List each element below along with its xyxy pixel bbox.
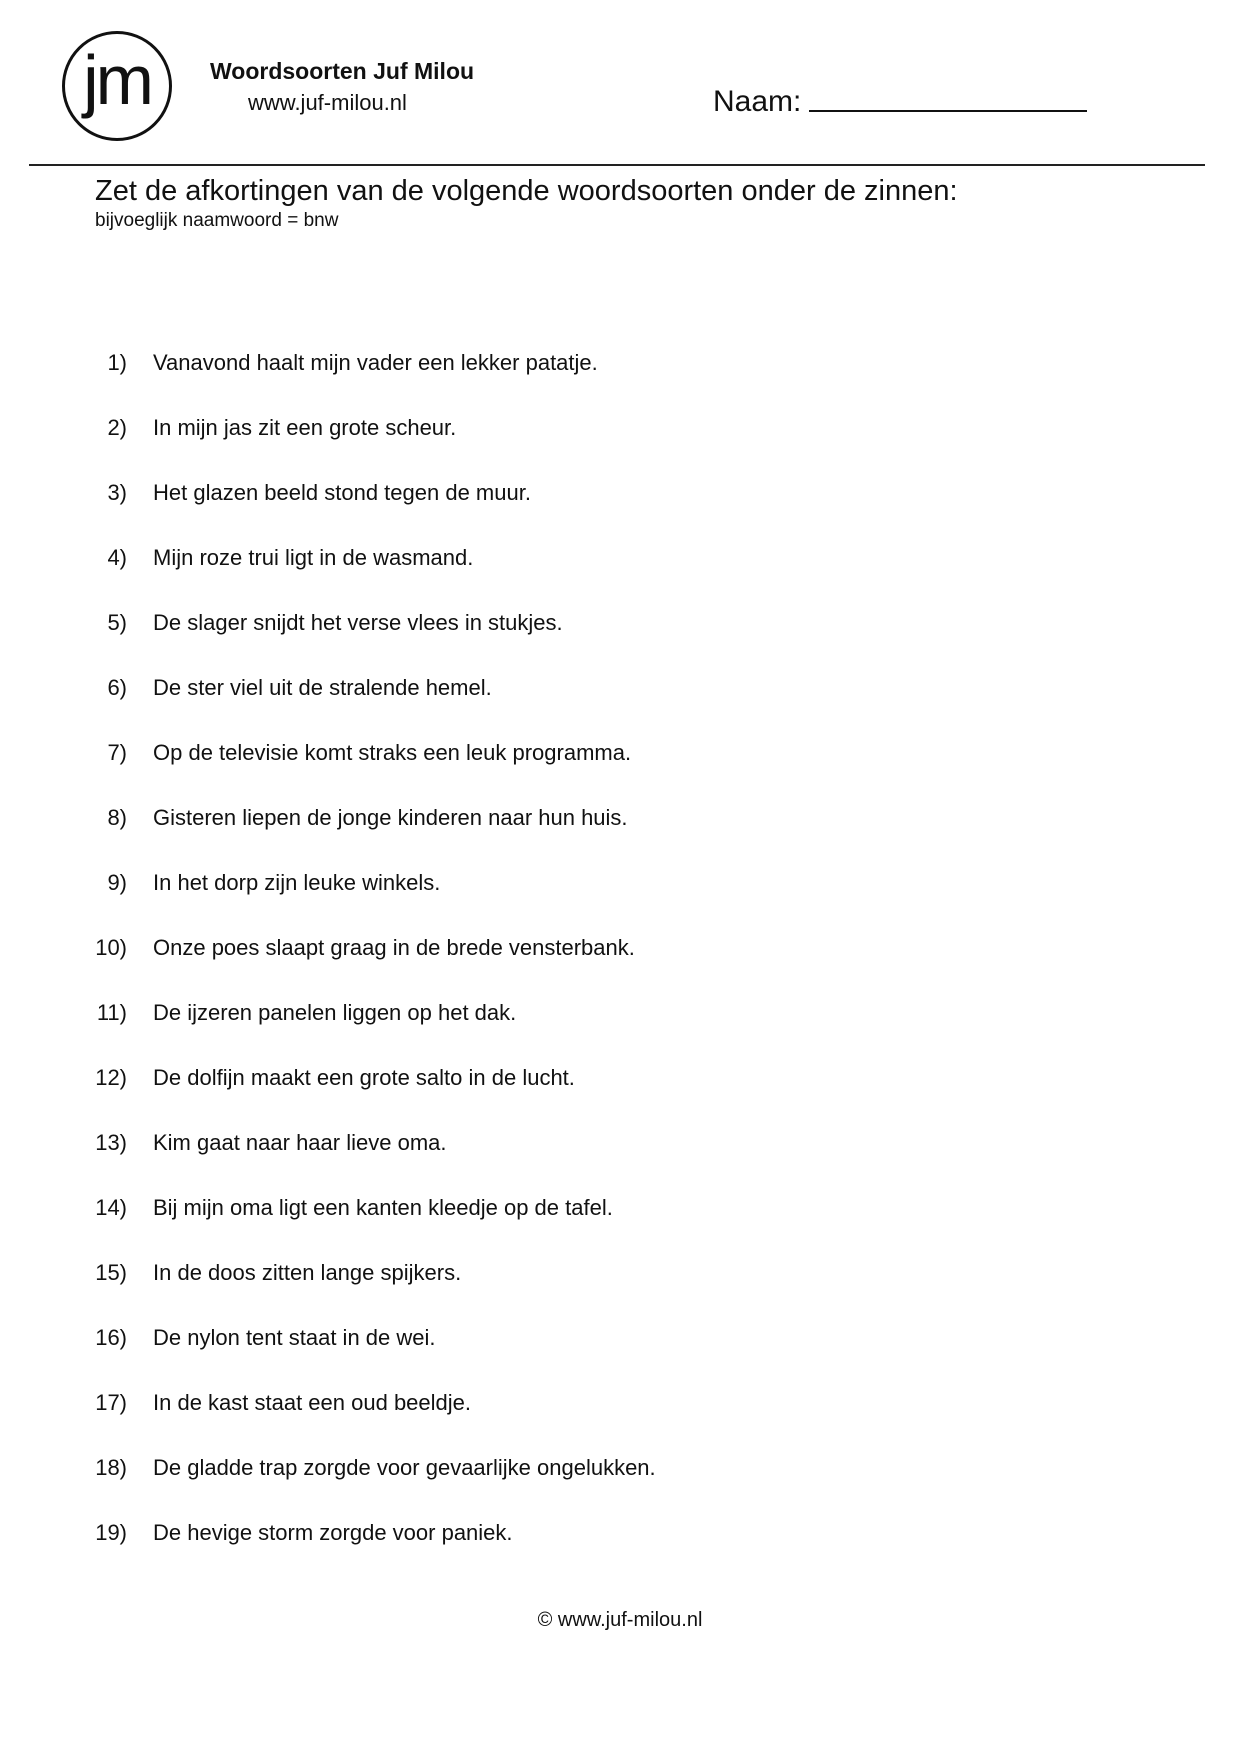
name-label: Naam: bbox=[713, 85, 802, 118]
question-sentence: Vanavond haalt mijn vader een lekker patatje. bbox=[153, 350, 598, 375]
question-item bbox=[0, 935, 1240, 1000]
question-sentence: Op de televisie komt straks een leuk programma. bbox=[153, 740, 632, 765]
question-sentence: In de doos zitten lange spijkers. bbox=[153, 1260, 462, 1285]
question-list bbox=[0, 350, 1240, 1585]
footer-copyright: © www.juf-milou.nl bbox=[537, 1609, 703, 1631]
question-item bbox=[0, 1130, 1240, 1195]
instruction-text: Zet de afkortingen van de volgende woordsoorten onder de zinnen: bbox=[95, 175, 958, 207]
question-item bbox=[0, 1195, 1240, 1260]
question-number: 17) bbox=[95, 1390, 127, 1415]
question-item bbox=[0, 1520, 1240, 1585]
question-sentence: In het dorp zijn leuke winkels. bbox=[153, 870, 441, 895]
question-item bbox=[0, 415, 1240, 480]
question-number: 9) bbox=[107, 870, 127, 895]
question-number: 7) bbox=[107, 740, 127, 765]
question-sentence: De slager snijdt het verse vlees in stukjes. bbox=[153, 610, 563, 635]
question-sentence: De nylon tent staat in de wei. bbox=[153, 1325, 436, 1350]
question-number: 8) bbox=[107, 805, 127, 830]
question-number: 3) bbox=[107, 480, 127, 505]
question-number: 10) bbox=[95, 935, 127, 960]
question-item bbox=[0, 1000, 1240, 1065]
question-sentence: De ijzeren panelen liggen op het dak. bbox=[153, 1000, 517, 1025]
question-sentence: In mijn jas zit een grote scheur. bbox=[153, 415, 457, 440]
question-item bbox=[0, 1260, 1240, 1325]
question-item bbox=[0, 545, 1240, 610]
question-number: 15) bbox=[95, 1260, 127, 1285]
worksheet-title: Woordsoorten Juf Milou bbox=[210, 58, 475, 84]
question-number: 16) bbox=[95, 1325, 127, 1350]
question-sentence: De dolfijn maakt een grote salto in de lucht. bbox=[153, 1065, 575, 1090]
question-item bbox=[0, 1065, 1240, 1130]
question-item bbox=[0, 675, 1240, 740]
question-number: 11) bbox=[96, 1000, 127, 1025]
question-item bbox=[0, 610, 1240, 675]
question-number: 5) bbox=[107, 610, 127, 635]
question-number: 18) bbox=[95, 1455, 127, 1480]
question-sentence: Onze poes slaapt graag in de brede vensterbank. bbox=[153, 935, 635, 960]
question-sentence: Kim gaat naar haar lieve oma. bbox=[153, 1130, 447, 1155]
logo-text: jm bbox=[83, 41, 151, 119]
question-sentence: Mijn roze trui ligt in de wasmand. bbox=[153, 545, 474, 570]
question-sentence: De ster viel uit de stralende hemel. bbox=[153, 675, 492, 700]
question-number: 19) bbox=[95, 1520, 127, 1545]
question-item bbox=[0, 870, 1240, 935]
question-item bbox=[0, 480, 1240, 545]
header-url: www.juf-milou.nl bbox=[248, 90, 407, 115]
question-sentence: Gisteren liepen de jonge kinderen naar hun huis. bbox=[153, 805, 628, 830]
name-field bbox=[713, 85, 1087, 119]
question-number: 13) bbox=[95, 1130, 127, 1155]
question-item bbox=[0, 805, 1240, 870]
question-number: 4) bbox=[107, 545, 127, 570]
question-sentence: De gladde trap zorgde voor gevaarlijke ongelukken. bbox=[153, 1455, 656, 1480]
name-blank-line bbox=[809, 108, 1087, 112]
question-item bbox=[0, 740, 1240, 805]
question-number: 1) bbox=[107, 350, 127, 375]
question-sentence: Het glazen beeld stond tegen de muur. bbox=[153, 480, 531, 505]
header-divider bbox=[29, 164, 1205, 166]
question-sentence: Bij mijn oma ligt een kanten kleedje op de tafel. bbox=[153, 1195, 613, 1220]
question-number: 6) bbox=[107, 675, 127, 700]
question-number: 14) bbox=[95, 1195, 127, 1220]
question-item bbox=[0, 1455, 1240, 1520]
question-item bbox=[0, 1390, 1240, 1455]
question-item bbox=[0, 1325, 1240, 1390]
logo bbox=[62, 31, 172, 141]
question-item bbox=[0, 350, 1240, 415]
question-number: 2) bbox=[107, 415, 127, 440]
question-sentence: De hevige storm zorgde voor paniek. bbox=[153, 1520, 513, 1545]
legend-text: bijvoeglijk naamwoord = bnw bbox=[95, 210, 339, 231]
question-sentence: In de kast staat een oud beeldje. bbox=[153, 1390, 472, 1415]
question-number: 12) bbox=[95, 1065, 127, 1090]
